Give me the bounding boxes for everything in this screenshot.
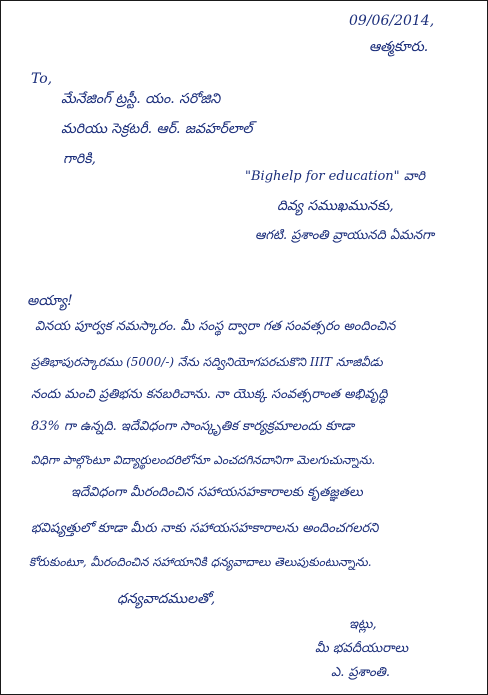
thanks-line: ధన్యవాదములతో, xyxy=(117,591,216,607)
body-line: ఇదేవిధంగా మీరందించిన సహాయసహకారాలకు కృతజ్ఞతలు xyxy=(71,485,363,500)
writer-line: ఆగటి. ప్రశాంతి వ్రాయునది ఏమనగా xyxy=(255,228,435,243)
date: 09/06/2014, xyxy=(349,13,435,29)
body-line: నందు మంచి ప్రతిభను కనబరిచాను. నా యొక్క సంవత్సరాంత అభివృద్ధి xyxy=(31,387,388,402)
recipient-line-3: గారికి, xyxy=(63,151,96,167)
org-line: "Bighelp for education" వారి xyxy=(245,169,426,184)
recipient-line-1: మేనేజింగ్ ట్రస్టీ. యం. సరోజిని xyxy=(61,91,221,107)
body-line: వినయ పూర్వక నమస్కారం. మీ సంస్థ ద్వారా గత సంవత్సరం అందించిన xyxy=(35,319,396,334)
address-line: దివ్య సముఖమునకు, xyxy=(277,198,394,214)
to-label: To, xyxy=(31,71,53,87)
body-line: భవిష్యత్తులో కూడా మీరు నాకు సహాయసహకారాలను అందించగలరని xyxy=(31,521,379,536)
place: ఆత్మకూరు. xyxy=(369,39,429,55)
recipient-line-2: మరియు సెక్రటరీ. ఆర్. జవహర్‌లాల్ xyxy=(61,121,253,137)
body-line: కోరుకుంటూ, మీరందించిన సహాయానికి ధన్యవాదాలు తెలుపుకుంటున్నాను. xyxy=(29,555,372,569)
body-line: 83% గా ఉన్నది. ఇదేవిధంగా సాంస్కృతిక కార్యక్రమాలందు కూడా xyxy=(31,419,355,434)
closing-yours: ఇట్లు, xyxy=(349,617,377,632)
closing-sincerely: మీ భవదీయురాలు xyxy=(315,641,409,656)
salutation: అయ్యా! xyxy=(27,293,73,309)
signature-name: ఎ. ప్రశాంతి. xyxy=(331,665,390,680)
body-line: విధిగా పాల్గొంటూ విద్యార్థులందరిలోనూ ఎంచదగినదానిగా మెలగుచున్నాను. xyxy=(31,453,376,467)
body-line: ప్రతిభాపురస్కారము (5000/-) నేను సద్వినియోగపరచుకొని IIIT నూజివీడు xyxy=(31,355,383,369)
